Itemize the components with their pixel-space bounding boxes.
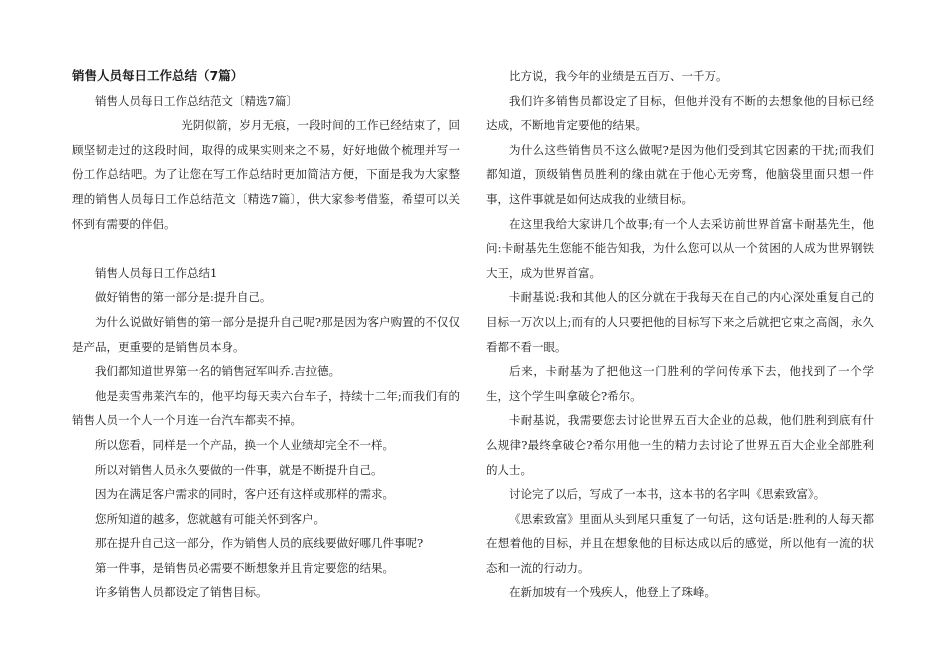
left-column	[72, 64, 460, 605]
body-paragraph: 因为在满足客户需求的同时，客户还有这样或那样的需求。	[95, 487, 394, 502]
body-paragraph: 第一件事，是销售员必需要不断想象并且肯定要您的结果。	[95, 560, 394, 575]
body-paragraph: 我们许多销售员都设定了目标，但他并没有不断的去想象他的目标已经达成，不断地肯定要他的结果。	[486, 93, 874, 133]
document-subtitle: 销售人员每日工作总结范文〔精选7篇〕	[95, 93, 298, 108]
body-paragraph: 您所知道的越多，您就越有可能关怀到客户。	[95, 511, 325, 526]
body-paragraph: 讨论完了以后，写成了一本书，这本书的名字叫《思索致富》。	[509, 487, 826, 502]
body-paragraph: 为什么这些销售员不这么做呢?是因为他们受到其它因素的干扰;而我们都知道，顶级销售员胜利的缘由就在于他心无旁骛，他脑袋里面只想一件事，这件事就是如何达成我的业绩目标。	[486, 142, 874, 206]
section-heading: 销售人员每日工作总结1	[95, 265, 218, 280]
body-paragraph: 在这里我给大家讲几个故事;有一个人去采访前世界首富卡耐基先生，他问:卡耐基先生您能不能告知我，为什么您可以从一个贫困的人成为世界钢铁大王，成为世界首富。	[486, 216, 874, 280]
body-paragraph: 他是卖雪弗莱汽车的，他平均每天卖六台车子，持续十二年;而我们有的销售人员一个人一个月连一台汽车都卖不掉。	[72, 388, 460, 428]
body-paragraph: 在新加坡有一个残疾人，他登上了珠峰。	[509, 585, 716, 600]
body-paragraph: 所以对销售人员永久要做的一件事，就是不断提升自己。	[95, 462, 383, 477]
body-paragraph: 所以您看，同样是一个产品，换一个人业绩却完全不一样。	[95, 437, 394, 452]
body-paragraph: 比方说，我今年的业绩是五百万、一千万。	[509, 69, 728, 83]
intro-paragraph: 光阴似箭，岁月无痕，一段时间的工作已经结束了，回顾坚韧走过的这段时间，取得的成果实则来之不易，好好地做个梳理并写一份工作总结吧。为了让您在写工作总结时更加简洁方便，下面是我为大家整理的销售人员每日工作总结范文〔精选7篇〕，供大家参考借鉴，希望可以关怀到有需要的伴侣。	[72, 118, 460, 231]
right-column	[486, 64, 874, 605]
paragraph-spacer	[72, 236, 460, 261]
body-paragraph: 卡耐基说:我和其他人的区分就在于我每天在自己的内心深处重复自己的目标一万次以上;而有的人只要把他的目标写下来之后就把它束之高阁，永久看都不看一眼。	[486, 290, 874, 354]
body-paragraph: 后来，卡耐基为了把他这一门胜利的学问传承下去，他找到了一个学生，这个学生叫拿破仑?希尔。	[486, 364, 874, 403]
body-paragraph: 我们都知道世界第一名的销售冠军叫乔.吉拉德。	[95, 364, 341, 379]
body-paragraph: 许多销售人员都设定了销售目标。	[95, 585, 268, 600]
body-paragraph: 《思索致富》里面从头到尾只重复了一句话，这句话是:胜利的人每天都在想着他的目标，并且在想象他的目标达成以后的感觉，所以他有一流的状态和一流的行动力。	[486, 511, 874, 575]
body-paragraph: 那在提升自己这一部分，作为销售人员的底线要做好哪几件事呢?	[95, 536, 424, 551]
body-paragraph: 卡耐基说，我需要您去讨论世界五百大企业的总裁，他们胜利到底有什么规律?最终拿破仑?希尔用他一生的精力去讨论了世界五百大企业全部胜利的人士。	[486, 413, 874, 477]
body-paragraph: 为什么说做好销售的第一部分是提升自己呢?那是因为客户购置的不仅仅是产品，更重要的是销售员本身。	[72, 314, 460, 354]
body-paragraph: 做好销售的第一部分是:提升自己。	[95, 290, 272, 305]
document-title: 销售人员每日工作总结（7篇）	[72, 68, 244, 83]
